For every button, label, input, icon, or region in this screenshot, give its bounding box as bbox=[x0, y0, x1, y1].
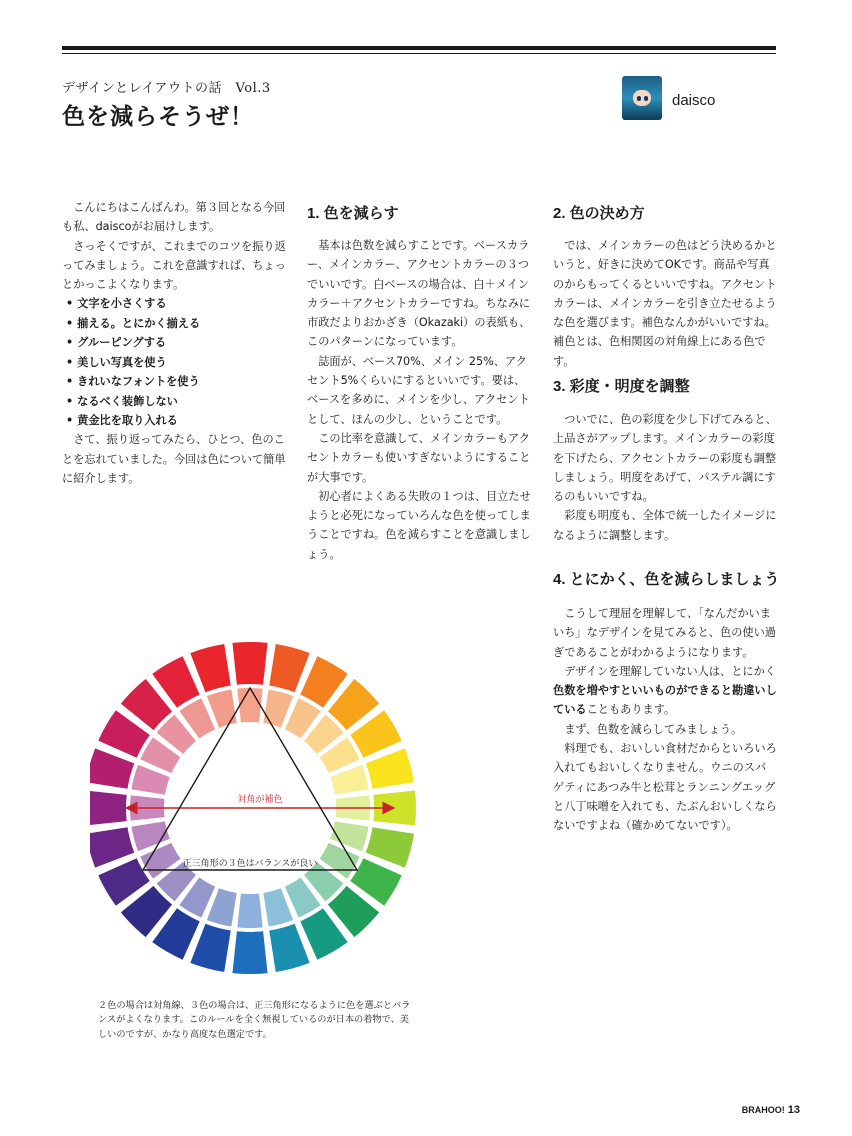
magazine-name: BRAHOO! bbox=[741, 1105, 785, 1115]
tip-item: • 文字を小さくする bbox=[62, 294, 290, 313]
section-4-paragraph-3: まず、色数を減らしてみましょう。 bbox=[564, 722, 743, 736]
section-2-paragraph-1: では、メインカラーの色はどう決めるかというと、好きに決めてOKです。商品や写真のからもってくるといいですね。アクセントカラーは、メインカラーを引き立たせるような色を選びます。補色なんかがいいですね。補色とは、色相関図の対角線上にある色です。 bbox=[553, 239, 777, 368]
section-1-paragraph-4: 初心者によくある失敗の１つは、目立たせようと必死になっていろんな色を使ってしまうことですね。色を減らすことを意識しましょう。 bbox=[307, 489, 531, 561]
triangle-label: 正三角形の３色はバランスが良い bbox=[182, 859, 318, 869]
page-number: 13 bbox=[787, 1104, 800, 1116]
outer-color-segment bbox=[232, 642, 267, 685]
tip-item: • なるべく装飾しない bbox=[62, 392, 290, 411]
section-2-heading: 2. 色の決め方 bbox=[553, 205, 645, 222]
author-name: daisco bbox=[672, 92, 716, 109]
outer-color-segment bbox=[190, 644, 230, 692]
tips-list bbox=[62, 294, 290, 430]
outer-color-segment bbox=[366, 748, 414, 788]
section-4-paragraph-1: こうして理屈を理解して、「なんだかいまいち」なデザインを見てみると、色の使い過ぎであることがわかるようになります。 bbox=[553, 607, 776, 659]
outer-color-segment bbox=[269, 924, 309, 972]
tip-item: • 美しい写真を使う bbox=[62, 353, 290, 372]
top-rule bbox=[62, 46, 776, 50]
section-3-heading: 3. 彩度・明度を調整 bbox=[553, 378, 690, 395]
section-1-body bbox=[307, 236, 535, 564]
section-4-body bbox=[553, 604, 777, 836]
color-wheel-figure bbox=[90, 630, 430, 990]
section-1-paragraph-3: この比率を意識して、メインカラーもアクセントカラーも使いすぎないようにすることが大事です。 bbox=[307, 431, 531, 484]
section-4-heading: 4. とにかく、色を減らしましょう bbox=[553, 571, 780, 588]
section-4-p2-end: こともあります。 bbox=[586, 703, 676, 717]
section-4-paragraph-4: 料理でも、おいしい食材だからといろいろ入れてもおいしくなりません。ウニのスパゲティにあつみ牛と松茸とランニングエッグと八丁味噌を入れても、たぶんおいしくならないですよね（確かめてないです）。 bbox=[553, 742, 777, 833]
page-title: 色を減らそうぜ！ bbox=[62, 103, 254, 130]
section-1-heading: 1. 色を減らす bbox=[307, 205, 399, 222]
section-4-p2-emphasis: 色数を増やすといいものができると勘違いしている bbox=[553, 684, 777, 717]
inner-color-segment bbox=[237, 894, 262, 928]
section-4-p2-start: デザインを理解していない人は、とにかく bbox=[564, 664, 776, 678]
outer-color-segment bbox=[366, 827, 414, 867]
outer-color-segment bbox=[90, 790, 127, 825]
avatar-face bbox=[633, 90, 651, 106]
avatar-eye-left bbox=[637, 96, 641, 101]
figure-caption: ２色の場合は対角線、３色の場合は、正三角形になるように色を選ぶとバランスがよくなります。このルールを全く無視しているのが日本の着物で、美しいのですが、かなり高度な色選定です。 bbox=[98, 1000, 411, 1040]
outer-color-segment bbox=[90, 827, 134, 867]
tip-item: • 黄金比を取り入れる bbox=[62, 411, 290, 430]
section-2-body bbox=[553, 236, 777, 371]
outer-color-segment bbox=[90, 748, 134, 788]
outer-color-segment bbox=[269, 644, 309, 692]
inner-color-segment bbox=[237, 688, 262, 722]
avatar bbox=[622, 76, 662, 120]
tip-item: • きれいなフォントを使う bbox=[62, 372, 290, 391]
section-3-paragraph-2: 彩度も明度も、全体で統一したイメージになるように調整します。 bbox=[553, 509, 777, 542]
intro-paragraph-1: こんにちはこんばんわ。第３回となる今回も私、daiscoがお届けします。 bbox=[62, 201, 286, 234]
top-rule-thin bbox=[62, 53, 776, 54]
outer-color-segment bbox=[232, 931, 267, 974]
series-label: デザインとレイアウトの話 Vol.3 bbox=[62, 81, 271, 96]
intro-paragraph-2: さっそくですが、これまでのコツを振り返ってみましょう。これを意識すれば、ちょっとかっこよくなります。 bbox=[62, 239, 286, 292]
section-1-paragraph-1: 基本は色数を減らすことです。ベースカラー、メインカラー、アクセントカラーの３つでいいです。白ベースの場合は、白＋メインカラー＋アクセントカラーですね。ちなみに市政だよりおかざき（Okazaki）の表紙も、このパターンになっています。 bbox=[307, 239, 531, 349]
tip-item: • 揃える。とにかく揃える bbox=[62, 314, 290, 333]
section-4-paragraph-2 bbox=[553, 662, 777, 720]
outer-color-segment bbox=[190, 924, 230, 972]
tip-item: • グルーピングする bbox=[62, 333, 290, 352]
section-3-paragraph-1: ついでに、色の彩度を少し下げてみると、上品さがアップします。メインカラーの彩度を下げたら、アクセントカラーの彩度も調整しましょう。明度をあげて、パステル調にするのもいいですね。 bbox=[553, 413, 777, 504]
intro-paragraph-3: さて、振り返ってみたら、ひとつ、色のことを忘れていました。今回は色について簡単に紹介します。 bbox=[62, 433, 286, 485]
avatar-eye-right bbox=[644, 96, 648, 101]
page-footer bbox=[742, 1104, 800, 1116]
section-1-paragraph-2: 誌面が、ベース70%、メイン 25%、アクセント5%くらいにするといいです。要は、ベースを多めに、メインを少し、アクセントとして、ほんの少し、ということです。 bbox=[307, 354, 530, 426]
section-3-body bbox=[553, 410, 777, 545]
intro-column bbox=[62, 198, 290, 488]
arrow-label: 対角が補色 bbox=[237, 795, 283, 805]
